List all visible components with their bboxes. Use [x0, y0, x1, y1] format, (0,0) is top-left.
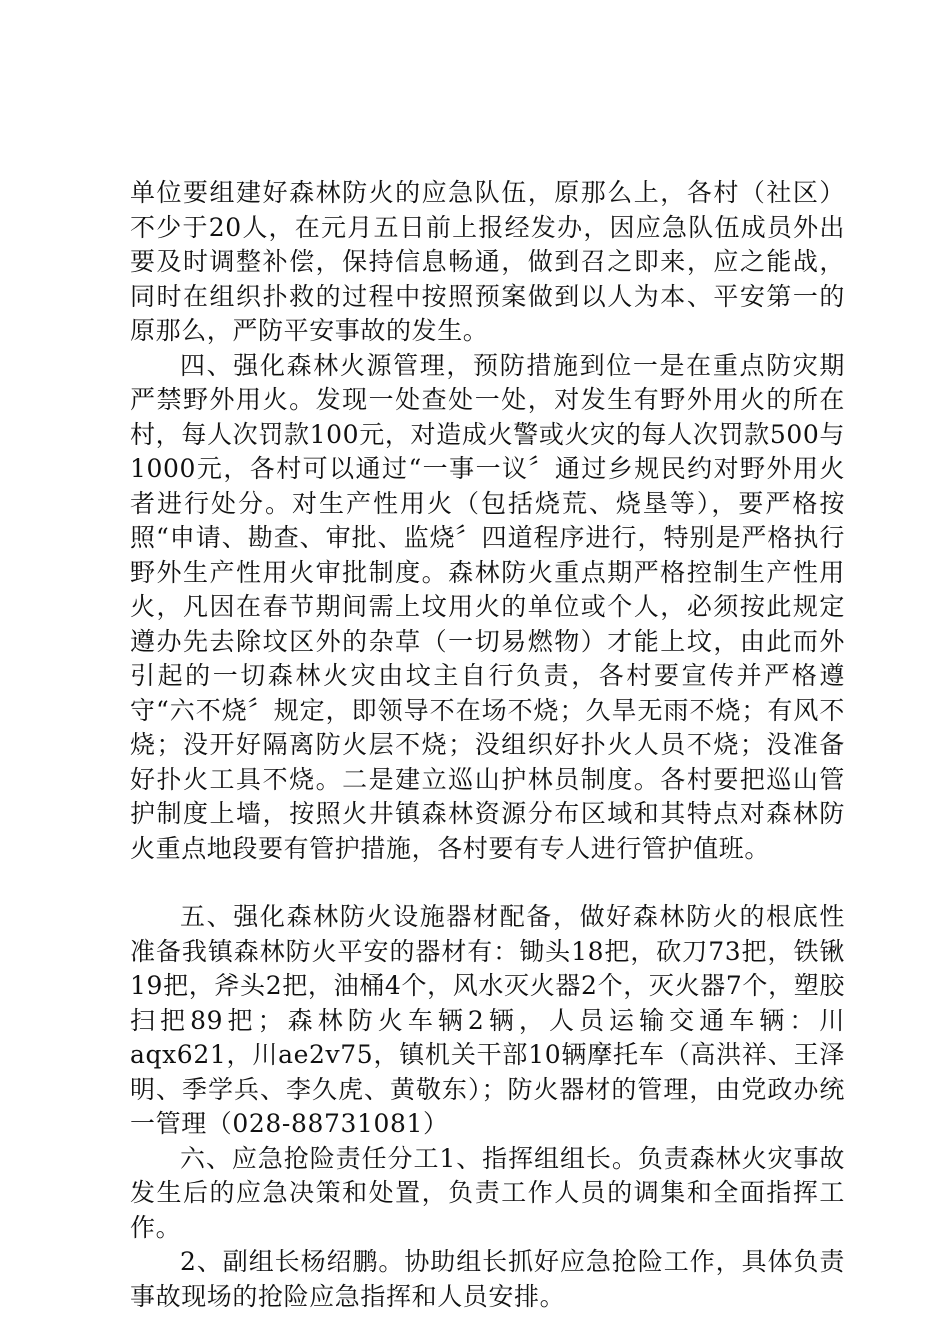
- paragraph-responsibility-division: 六、应急抢险责任分工1、指挥组组长。负责森林火灾事故发生后的应急决策和处置，负责工作人员的调集和全面指挥工作。: [130, 1143, 845, 1242]
- paragraph-equipment: 五、强化森林防火设施器材配备，做好森林防火的根底性准备我镇森林防火平安的器材有：锄头18把，砍刀73把，铁锹19把，斧头2把，油桶4个，风水灭火器2个，灭火器7个，塑胶扫把89把；森林防火车辆2辆，人员运输交通车辆：川aqx621，川ae2v75，镇机关干部10辆摩托车（高洪祥、王泽明、季学兵、李久虎、黄敬东）；防火器材的管理，由党政办统一管理（028-88731081）: [130, 902, 845, 1138]
- paragraph-emergency-team: 单位要组建好森林防火的应急队伍，原那么上，各村（社区）不少于20人，在元月五日前上报经发办，因应急队伍成员外出要及时调整补偿，保持信息畅通，做到召之即来，应之能战，同时在组织扑救的过程中按照预案做到以人为本、平安第一的原那么，严防平安事故的发生。: [130, 178, 845, 345]
- paragraph-deputy-leader: 2、副组长杨绍鹏。协助组长抓好应急抢险工作，具体负责事故现场的抢险应急指挥和人员安排。: [130, 1247, 845, 1311]
- paragraph-fire-source-management: 四、强化森林火源管理，预防措施到位一是在重点防灾期严禁野外用火。发现一处查处一处，对发生有野外用火的所在村，每人次罚款100元，对造成火警或火灾的每人次罚款500与1000元，各村可以通过“一事一议〞通过乡规民约对野外用火者进行处分。对生产性用火（包括烧荒、烧垦等），要严格按照“申请、勘查、审批、监烧〞四道程序进行，特别是严格执行野外生产性用火审批制度。森林防火重点期严格控制生产性用火，凡因在春节期间需上坟用火的单位或个人，必须按此规定遵办先去除坟区外的杂草（一切易燃物）才能上坟，由此而外引起的一切森林火灾由坟主自行负责，各村要宣传并严格遵守“六不烧〞规定，即领导不在场不烧；久旱无雨不烧；有风不烧；没开好隔离防火层不烧；没组织好扑火人员不烧；没准备好扑火工具不烧。二是建立巡山护林员制度。各村要把巡山管护制度上墙，按照火井镇森林资源分布区域和其特点对森林防火重点地段要有管护措施，各村要有专人进行管护值班。: [130, 350, 845, 863]
- document-body: [130, 176, 845, 1314]
